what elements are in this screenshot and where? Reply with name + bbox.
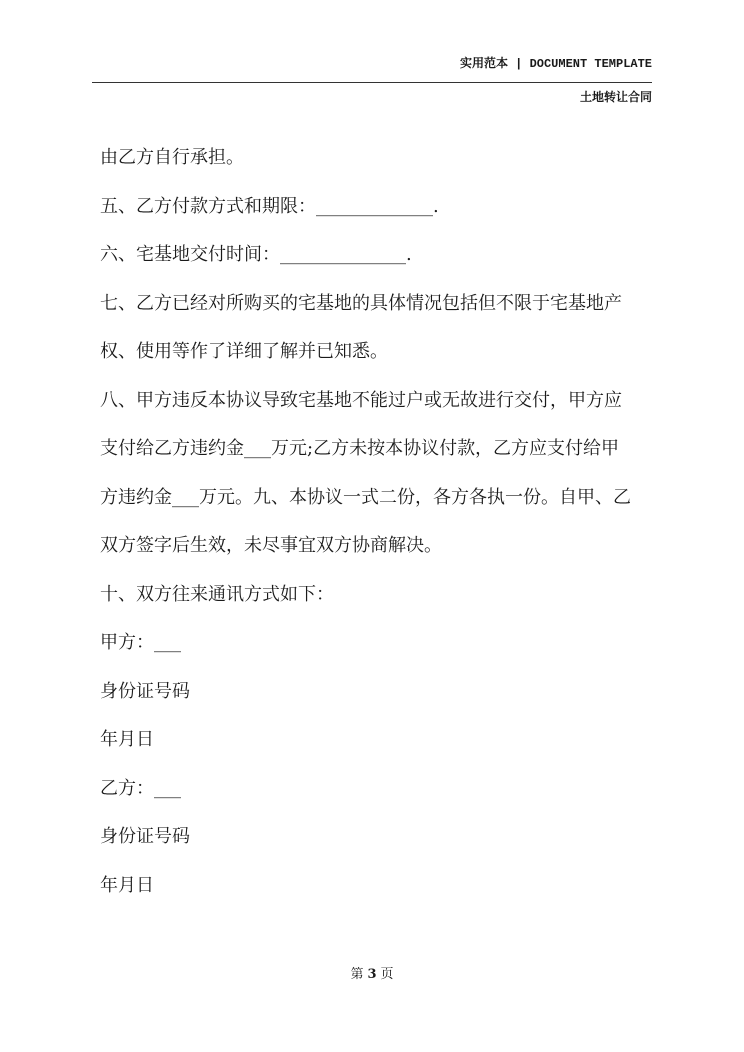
- header-brand: 实用范本 | DOCUMENT TEMPLATE: [459, 57, 652, 71]
- body-line: 身份证号码: [100, 680, 190, 702]
- page-suffix: 页: [380, 967, 394, 982]
- page-prefix: 第: [350, 967, 364, 982]
- body-line: 由乙方自行承担。: [100, 147, 244, 168]
- document-body: [100, 134, 660, 910]
- header-divider: [92, 82, 652, 83]
- body-line: 八、甲方违反本协议导致宅基地不能过户或无故进行交付，甲方应: [100, 389, 622, 411]
- body-line: 五、乙方付款方式和期限：_____________.: [100, 195, 439, 217]
- body-line: 年月日: [100, 874, 154, 896]
- body-line: 身份证号码: [100, 826, 190, 847]
- body-line: 权、使用等作了详细了解并已知悉。: [100, 341, 388, 362]
- body-line: 六、宅基地交付时间：______________.: [100, 244, 412, 265]
- page-footer: [0, 963, 744, 982]
- body-line: 甲方：___: [100, 632, 181, 653]
- body-line: 年月日: [100, 729, 154, 750]
- body-line: 七、乙方已经对所购买的宅基地的具体情况包括但不限于宅基地产: [100, 292, 622, 314]
- body-line: 十、双方往来通讯方式如下：: [100, 583, 334, 605]
- body-line: 乙方：___: [100, 777, 181, 799]
- body-line: 方违约金___万元。九、本协议一式二份，各方各执一份。自甲、乙: [100, 486, 631, 508]
- document-title: 土地转让合同: [579, 90, 652, 104]
- body-line: 支付给乙方违约金___万元;乙方未按本协议付款，乙方应支付给甲: [100, 438, 620, 459]
- page-number: 3: [367, 967, 377, 982]
- body-line: 双方签字后生效，未尽事宜双方协商解决。: [100, 535, 442, 556]
